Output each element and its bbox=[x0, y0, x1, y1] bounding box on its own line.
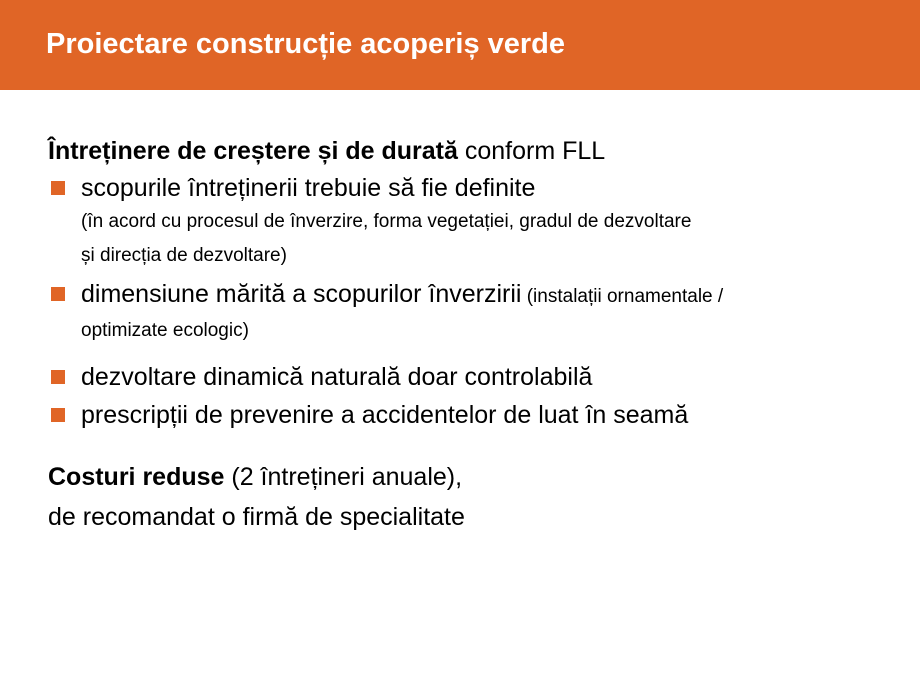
bullet-4-main: prescripții de prevenire a accidentelor de luat în seamă bbox=[81, 401, 689, 429]
bullet-1-sub-1: (în acord cu procesul de înverzire, forma vegetației, gradul de dezvoltare bbox=[81, 211, 692, 232]
slide-body bbox=[48, 134, 910, 534]
bullet-2-inline-note: (instalații ornamentale / bbox=[521, 286, 724, 307]
square-bullet-icon bbox=[51, 408, 65, 422]
square-bullet-icon bbox=[51, 370, 65, 384]
intro-bold: Întreținere de creștere și de durată bbox=[48, 137, 458, 165]
footer-rest: (2 întrețineri anuale), bbox=[224, 463, 463, 491]
slide-title: Proiectare construcție acoperiș verde bbox=[46, 28, 566, 60]
square-bullet-icon bbox=[51, 287, 65, 301]
bullet-item-4 bbox=[48, 398, 910, 432]
intro-rest: conform FLL bbox=[457, 137, 606, 165]
bullet-1-main: scopurile întreținerii trebuie să fie definite bbox=[81, 174, 536, 202]
bullet-item-2 bbox=[48, 277, 910, 348]
square-bullet-icon bbox=[51, 181, 65, 195]
intro-line bbox=[48, 134, 910, 168]
bullet-1-sub-2: și direcția de dezvoltare) bbox=[81, 245, 287, 266]
bullet-2-sub-1: optimizate ecologic) bbox=[81, 320, 249, 341]
footer-bold: Costuri reduse bbox=[48, 463, 225, 491]
footer-line-1 bbox=[48, 460, 910, 494]
bullet-item-3 bbox=[48, 360, 910, 394]
footer-line-2: de recomandat o firmă de specialitate bbox=[48, 503, 465, 531]
bullet-2-main-line bbox=[81, 277, 910, 314]
bullet-3-main: dezvoltare dinamică naturală doar controlabilă bbox=[81, 363, 593, 391]
title-bar bbox=[0, 0, 920, 90]
bullet-2-main: dimensiune mărită a scopurilor înverzirii bbox=[81, 280, 522, 308]
bullet-item-1 bbox=[48, 171, 910, 273]
